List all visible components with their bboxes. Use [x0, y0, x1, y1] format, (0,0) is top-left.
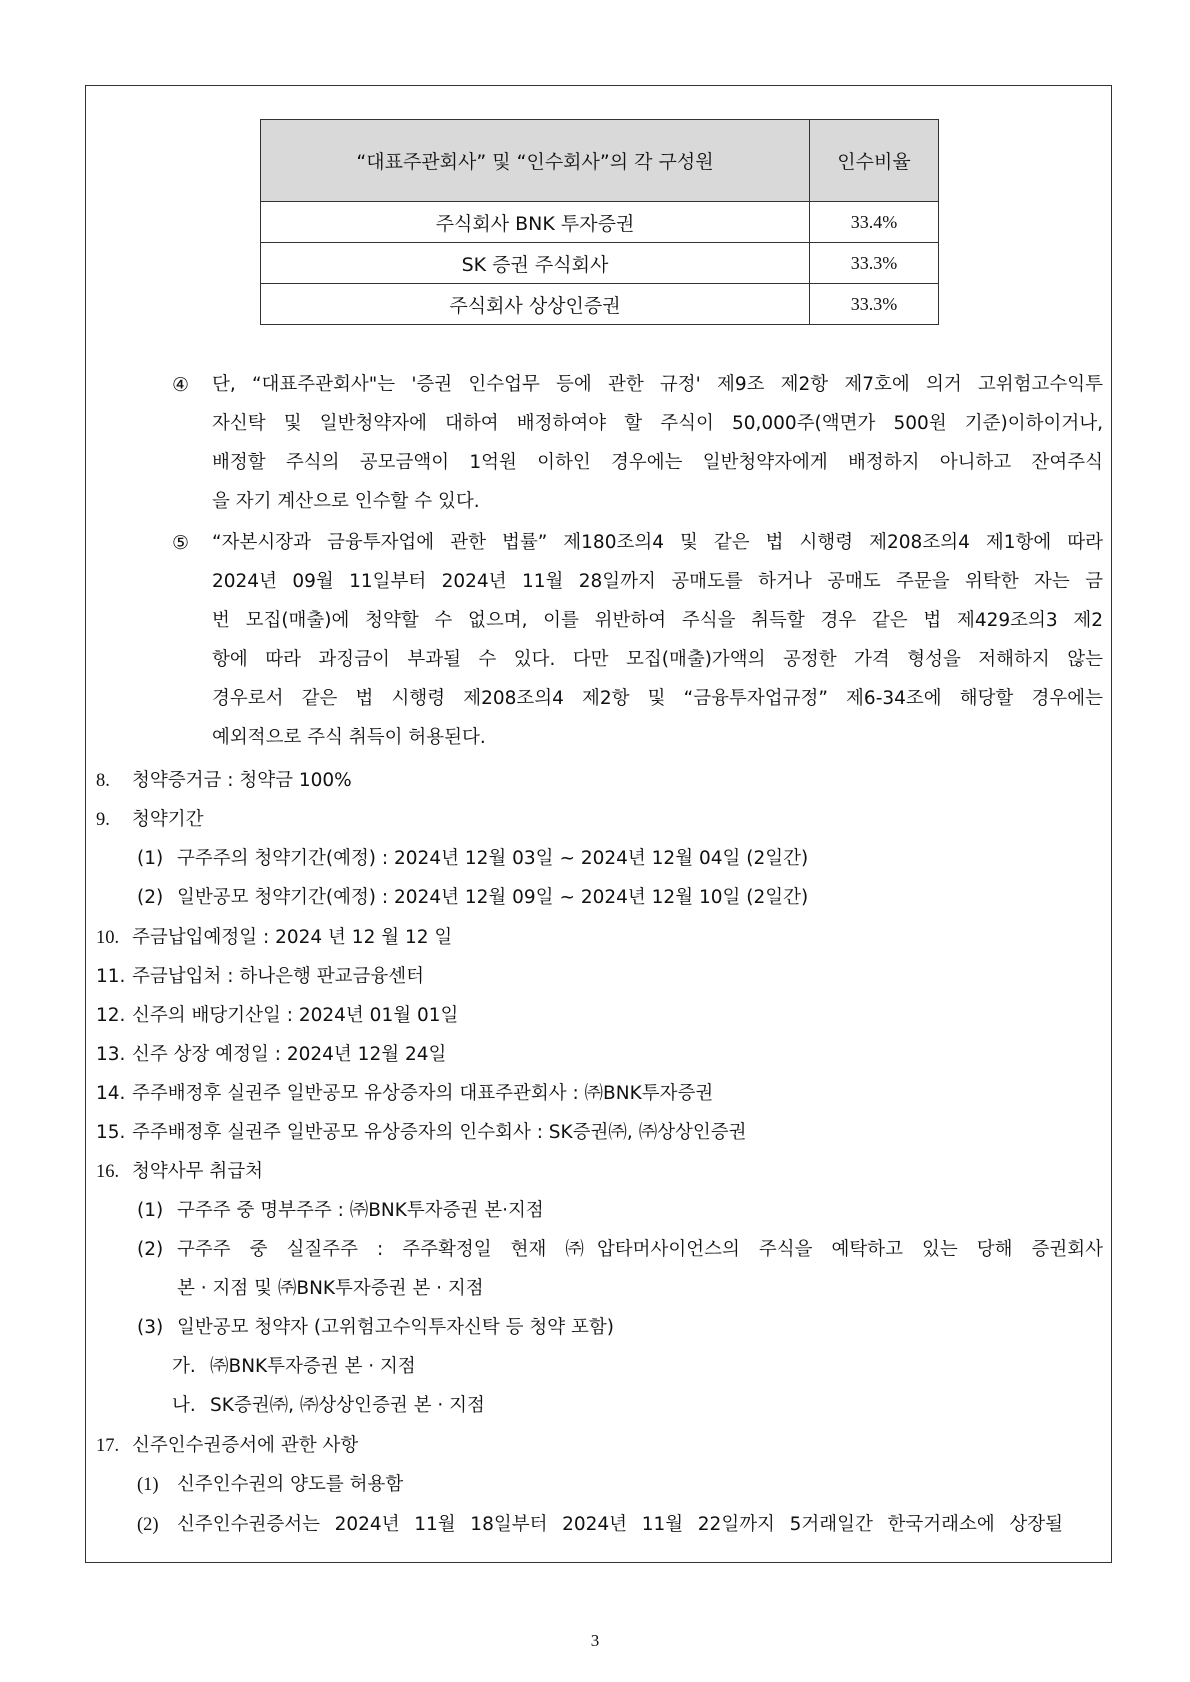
- section-16-sub2-line2: 본 · 지점 및 ㈜BNK투자증권 본 · 지점: [177, 1278, 484, 1299]
- member-ratio: 33.3%: [810, 243, 939, 284]
- section-13-number: 13.: [96, 1044, 126, 1065]
- section-15-number: 15.: [96, 1122, 126, 1143]
- section-9-sub1-number: (1): [137, 848, 164, 869]
- item4-marker: ④: [172, 374, 190, 396]
- section-17-sub2-number: (2): [137, 1515, 159, 1535]
- section-15-text: 주주배정후 실권주 일반공모 유상증자의 인수회사 : SK증권㈜, ㈜상상인증권: [132, 1122, 747, 1143]
- table-row: [261, 284, 939, 325]
- member-name: 주식회사 상상인증권: [261, 284, 810, 325]
- section-16-sub3-a-number: 가.: [172, 1356, 196, 1377]
- member-name: 주식회사 BNK 투자증권: [261, 202, 810, 243]
- section-11-text: 주금납입처 : 하나은행 판교금융센터: [132, 966, 424, 987]
- section-16-sub2-number: (2): [137, 1239, 164, 1260]
- item4-line-3: 배정할 주식의 공모금액이 1억원 이하인 경우에는 일반청약자에게 배정하지 아니하고 잔여주식: [212, 452, 1103, 473]
- section-9-sub2-text: 일반공모 청약기간(예정) : 2024년 12월 09일 ~ 2024년 12월 10일 (2일간): [177, 887, 809, 908]
- item4-line-4: 을 자기 계산으로 인수할 수 있다.: [212, 491, 480, 512]
- section-10-text: 주금납입예정일 : 2024 년 12 월 12 일: [132, 927, 453, 948]
- table-header-ratio: 인수비율: [810, 120, 939, 202]
- item5-line-4: 항에 따라 과징금이 부과될 수 있다. 다만 모집(매출)가액의 공정한 가격 형성을 저해하지 않는: [212, 649, 1103, 670]
- section-16-text: 청약사무 취급처: [132, 1161, 263, 1182]
- section-17-sub1-number: (1): [137, 1475, 159, 1495]
- table-header-row: [261, 120, 939, 202]
- item5-marker: ⑤: [172, 532, 190, 554]
- section-12-number: 12.: [96, 1005, 126, 1026]
- section-13-text: 신주 상장 예정일 : 2024년 12월 24일: [132, 1044, 447, 1065]
- page-number: 3: [590, 1631, 600, 1650]
- section-8-number: 8.: [96, 771, 110, 791]
- item4-line-1: 단, “대표주관회사"는 '증권 인수업무 등에 관한 규정' 제9조 제2항 제7호에 의거 고위험고수익투: [212, 374, 1103, 395]
- item5-line-6: 예외적으로 주식 취득이 허용된다.: [212, 727, 486, 748]
- item5-line-1: “자본시장과 금융투자업에 관한 법률” 제180조의4 및 같은 법 시행령 제208조의4 제1항에 따라: [212, 532, 1103, 553]
- section-12-text: 신주의 배당기산일 : 2024년 01월 01일: [132, 1005, 459, 1026]
- member-ratio: 33.3%: [810, 284, 939, 325]
- table-row: [261, 243, 939, 284]
- section-16-sub3-b-number: 나.: [172, 1395, 196, 1416]
- item5-line-2: 2024년 09월 11일부터 2024년 11월 28일까지 공매도를 하거나 공매도 주문을 위탁한 자는 금: [212, 571, 1103, 592]
- section-16-number: 16.: [96, 1162, 120, 1182]
- section-14-text: 주주배정후 실권주 일반공모 유상증자의 대표주관회사 : ㈜BNK투자증권: [132, 1083, 714, 1104]
- section-17-sub1-text: 신주인수권의 양도를 허용함: [177, 1474, 404, 1495]
- section-16-sub1-number: (1): [137, 1200, 164, 1221]
- section-9-number: 9.: [96, 810, 110, 830]
- table-row: [261, 202, 939, 243]
- member-ratio: 33.4%: [810, 202, 939, 243]
- section-17-sub2-text: 신주인수권증서는 2024년 11월 18일부터 2024년 11월 22일까지 5거래일간 한국거래소에 상장될: [177, 1514, 1063, 1535]
- underwriter-table: [260, 119, 939, 325]
- section-16-sub1-text: 구주주 중 명부주주 : ㈜BNK투자증권 본·지점: [177, 1200, 544, 1221]
- section-8-text: 청약증거금 : 청약금 100%: [132, 770, 352, 791]
- item5-line-5: 경우로서 같은 법 시행령 제208조의4 제2항 및 “금융투자업규정” 제6-34조에 해당할 경우에는: [212, 688, 1103, 709]
- item4-line-2: 자신탁 및 일반청약자에 대하여 배정하여야 할 주식이 50,000주(액면가 500원 기준)이하이거나,: [212, 413, 1103, 434]
- section-16-sub3-b-text: SK증권㈜, ㈜상상인증권 본 · 지점: [210, 1395, 485, 1416]
- section-16-sub3-number: (3): [137, 1317, 164, 1338]
- section-14-number: 14.: [96, 1083, 126, 1104]
- section-16-sub3-a-text: ㈜BNK투자증권 본 · 지점: [210, 1356, 416, 1377]
- section-9-text: 청약기간: [132, 809, 204, 830]
- member-name: SK 증권 주식회사: [261, 243, 810, 284]
- section-16-sub2-line1: 구주주 중 실질주주 : 주주확정일 현재 ㈜압타머사이언스의 주식을 예탁하고 있는 당해 증권회사: [177, 1239, 1103, 1260]
- item5-line-3: 번 모집(매출)에 청약할 수 없으며, 이를 위반하여 주식을 취득할 경우 같은 법 제429조의3 제2: [212, 610, 1103, 631]
- section-17-number: 17.: [96, 1436, 120, 1456]
- table-header-members: “대표주관회사” 및 “인수회사”의 각 구성원: [261, 120, 810, 202]
- section-10-number: 10.: [96, 928, 120, 948]
- section-9-sub1-text: 구주주의 청약기간(예정) : 2024년 12월 03일 ~ 2024년 12월 04일 (2일간): [177, 848, 809, 869]
- section-17-text: 신주인수권증서에 관한 사항: [132, 1435, 359, 1456]
- section-9-sub2-number: (2): [137, 887, 164, 908]
- section-16-sub3-text: 일반공모 청약자 (고위험고수익투자신탁 등 청약 포함): [177, 1317, 615, 1338]
- section-11-number: 11.: [96, 966, 126, 987]
